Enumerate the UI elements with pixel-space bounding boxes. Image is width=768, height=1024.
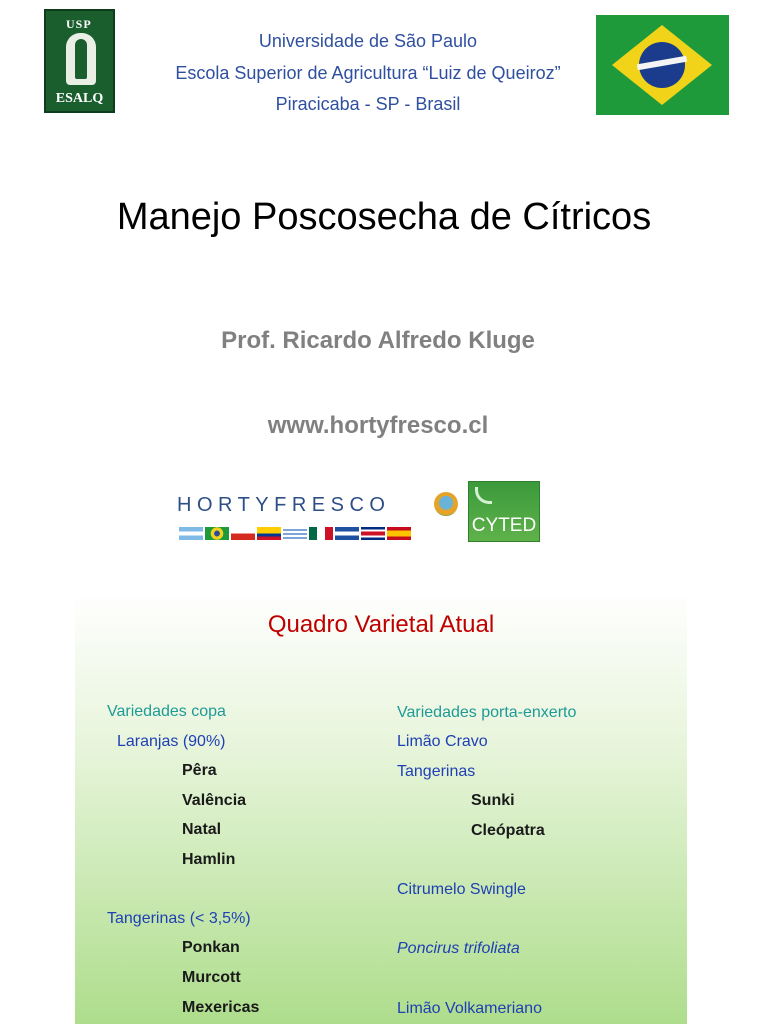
rootstock-volkameriano: Limão Volkameriano [397, 1000, 542, 1017]
list-item: Murcott [182, 969, 241, 986]
flag-costa-rica-icon [361, 527, 385, 540]
list-item: Cleópatra [471, 822, 545, 839]
website-url: www.hortyfresco.cl [267, 412, 489, 439]
hortyfresco-logo [177, 486, 463, 544]
group-tangerinas: Tangerinas (< 3,5%) [107, 910, 251, 927]
list-item: Natal [182, 821, 222, 838]
flag-chile-icon [231, 527, 255, 540]
list-item: Mexericas [182, 999, 260, 1016]
slide-title: Manejo Poscosecha de Cítricos [116, 196, 652, 238]
rootstock-citrumelo: Citrumelo Swingle [397, 881, 526, 898]
institution-header [130, 26, 606, 121]
cyted-wordmark: CYTED [471, 515, 537, 536]
cyted-mark-icon [475, 487, 492, 504]
flag-colombia-icon [257, 527, 281, 540]
rootstock-right-heading: Variedades porta-enxerto [397, 704, 577, 721]
slide-2-title: Quadro Varietal Atual [267, 611, 495, 638]
group-laranjas: Laranjas (90%) [117, 733, 226, 750]
header-line-school: Escola Superior de Agricultura “Luiz de Queiroz” [175, 62, 561, 83]
brazil-flag-icon [596, 15, 729, 115]
usp-logo-text: USP [66, 17, 92, 31]
statue-icon [66, 33, 96, 85]
list-item: Ponkan [182, 939, 240, 956]
cyted-logo [468, 481, 540, 542]
rootstock-limao-cravo: Limão Cravo [397, 733, 488, 750]
slide-varietal-table [75, 591, 687, 1024]
rootstock-left-heading: Variedades copa [107, 703, 226, 720]
flag-honduras-icon [335, 527, 359, 540]
flag-mexico-icon [309, 527, 333, 540]
list-item: Sunki [471, 792, 515, 809]
flag-argentina-icon [179, 527, 203, 540]
list-item: Hamlin [182, 851, 236, 868]
flag-uruguay-icon [283, 527, 307, 540]
list-item: Valência [182, 792, 247, 809]
flag-spain-icon [387, 527, 411, 540]
hortyfresco-wordmark: HORTYFRESCO [177, 494, 391, 516]
country-flags-strip [179, 527, 411, 540]
author-name: Prof. Ricardo Alfredo Kluge [221, 327, 535, 354]
esalq-logo [44, 9, 115, 113]
flag-brazil-icon [205, 527, 229, 540]
list-item: Pêra [182, 762, 217, 779]
hortyfresco-seal-icon [434, 492, 458, 516]
header-line-university: Universidade de São Paulo [258, 31, 478, 51]
esalq-logo-text: ESALQ [55, 91, 104, 106]
header-line-location: Piracicaba - SP - Brasil [275, 94, 461, 114]
rootstock-poncirus: Poncirus trifoliata [397, 940, 520, 957]
rootstock-tangerinas: Tangerinas [397, 763, 476, 780]
